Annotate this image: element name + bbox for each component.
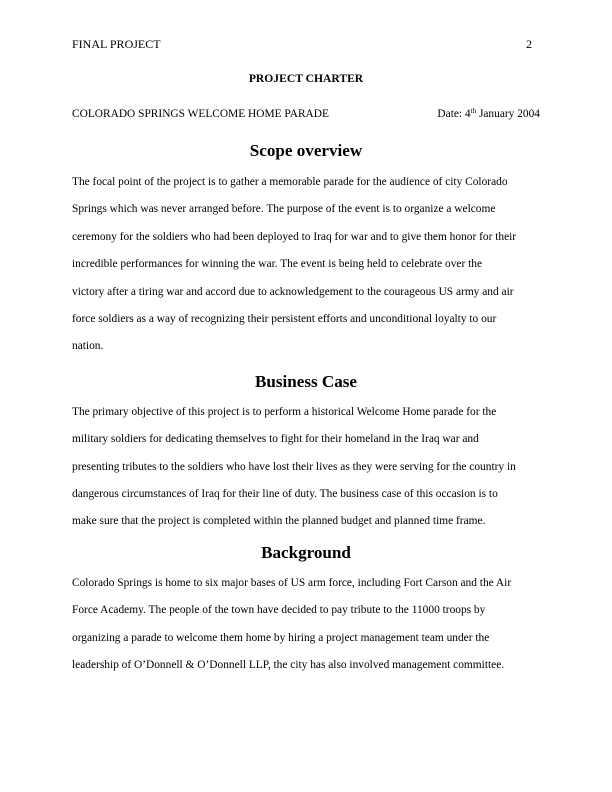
document-date [437,105,540,123]
business-case-heading: Business Case [254,371,358,391]
paragraph-line: military soldiers for dedicating themselves to fight for their homeland in the Iraq war and [72,433,479,446]
paragraph-line: leadership of O’Donnell & O’Donnell LLP, the city has also involved management committee. [72,659,505,672]
running-title: FINAL PROJECT [72,37,161,51]
date-ordinal-suffix: th [470,107,477,115]
paragraph-line: make sure that the project is completed within the planned budget and planned time frame. [72,515,486,528]
paragraph-line: organizing a parade to welcome them home by hiring a project management team under the [72,631,490,644]
scope-overview-paragraph [72,169,540,361]
project-info-line [72,105,540,123]
paragraph-line: force soldiers as a way of recognizing their persistent efforts and unconditional loyalty to our [72,313,497,326]
paragraph-line: Force Academy. The people of the town have decided to pay tribute to the 11000 troops by [72,604,486,617]
paragraph-line: victory after a tiring war and accord due to acknowledgement to the courageous US army and air [72,285,514,298]
paragraph-line: incredible performances for winning the war. The event is being held to celebrate over the [72,258,483,271]
paragraph-line: The focal point of the project is to gather a memorable parade for the audience of city Colorado [72,176,508,188]
document-title: PROJECT CHARTER [248,72,364,85]
paragraph-line: Springs which was never arranged before. The purpose of the event is to organize a welcome [72,203,496,216]
background-paragraph [72,570,540,680]
scope-overview-heading: Scope overview [249,141,363,160]
paragraph-line: Colorado Springs is home to six major bases of US arm force, including Fort Carson and the Air [72,576,512,589]
page-number: 2 [526,37,532,51]
page-header [72,36,540,52]
project-name: COLORADO SPRINGS WELCOME HOME PARADE [72,108,329,120]
background-heading: Background [261,542,351,562]
business-case-paragraph [72,399,540,536]
paragraph-line: nation. [72,340,104,353]
paragraph-line: presenting tributes to the soldiers who have lost their lives as they were serving for the country in [72,460,516,473]
date-rest: January 2004 [476,108,540,120]
paragraph-line: dangerous circumstances of Iraq for their line of duty. The business case of this occasion is to [72,488,498,501]
date-prefix: Date: 4 [437,108,471,120]
paragraph-line: The primary objective of this project is to perform a historical Welcome Home parade for the [72,405,497,418]
document-body [72,70,540,680]
paragraph-line: ceremony for the soldiers who had been deployed to Iraq for war and to give them honor for their [72,230,517,243]
